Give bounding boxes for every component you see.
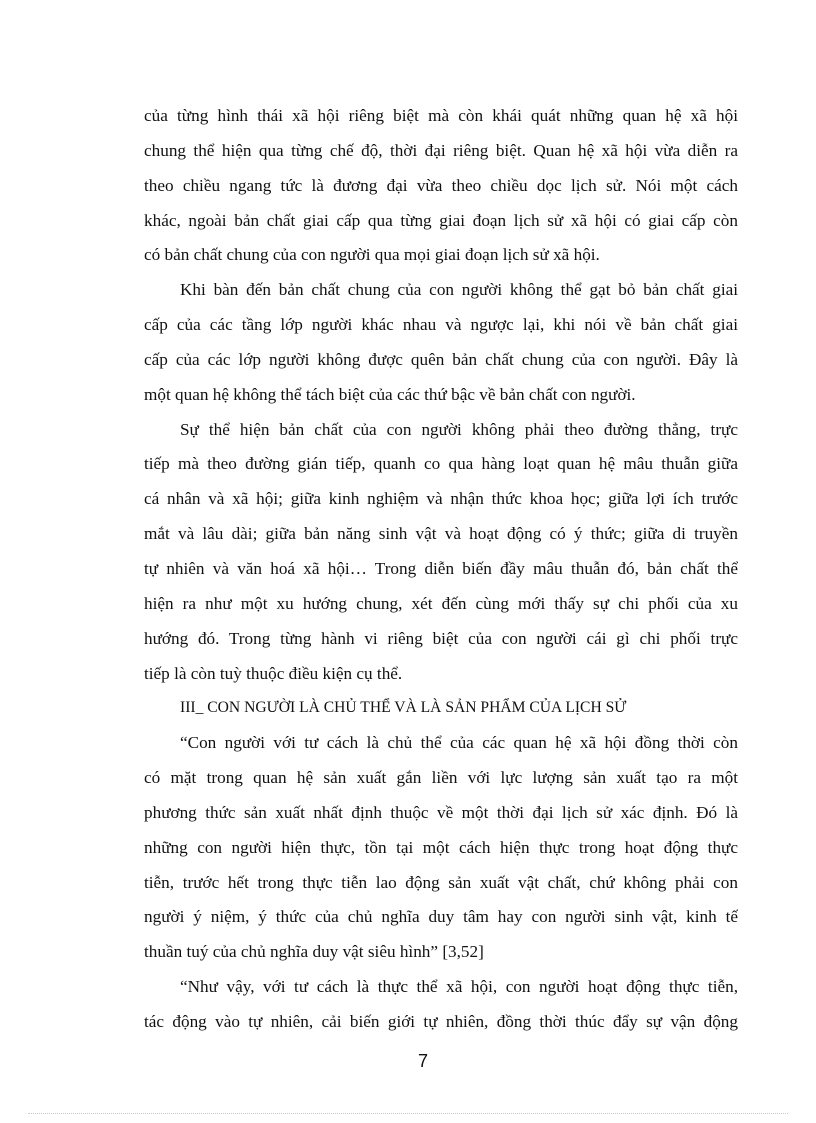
text-line: theo chiều ngang tức là đương đại vừa theo chiều dọc lịch sử. Nói một cách: [144, 175, 738, 195]
text-line: có mặt trong quan hệ sản xuất gắn liền với lực lượng sản xuất tạo ra một: [144, 768, 738, 788]
text-line: Khi bàn đến bản chất chung của con người không thể gạt bỏ bản chất giai: [180, 280, 738, 300]
text-line: mắt và lâu dài; giữa bản năng sinh vật và hoạt động có ý thức; giữa di truyền: [144, 524, 738, 544]
text-line: chung thể hiện qua từng chế độ, thời đại riêng biệt. Quan hệ xã hội vừa diễn ra: [144, 140, 738, 160]
text-line: tiễn, trước hết trong thực tiễn lao động sản xuất vật chất, chứ không phải con: [144, 872, 738, 892]
text-line: cấp của các lớp người không được quên bản chất chung của con người. Đây là: [144, 349, 738, 369]
section-heading: III_ CON NGƯỜI LÀ CHỦ THỂ VÀ LÀ SẢN PHẨM CỦA LỊCH SỬ: [180, 699, 627, 717]
text-line: tiếp mà theo đường gián tiếp, quanh co qua hàng loạt quan hệ mâu thuẫn giữa: [144, 454, 738, 474]
body-text: [144, 99, 738, 1040]
text-line: tác động vào tự nhiên, cải biến giới tự nhiên, đồng thời thúc đẩy sự vận động: [144, 1011, 738, 1031]
text-line: người ý niệm, ý thức của chủ nghĩa duy tâm hay con người sinh vật, kinh tế: [144, 907, 738, 927]
text-line: có bản chất chung của con người qua mọi giai đoạn lịch sử xã hội.: [144, 245, 600, 265]
text-line: cấp của các tầng lớp người khác nhau và ngược lại, khi nói về bản chất giai: [144, 315, 738, 335]
text-line: cá nhân và xã hội; giữa kinh nghiệm và nhận thức khoa học; giữa lợi ích trước: [144, 489, 738, 509]
text-line: những con người hiện thực, tồn tại một cách hiện thực trong hoạt động thực: [144, 837, 738, 857]
text-line: tiếp là còn tuỳ thuộc điều kiện cụ thể.: [144, 663, 403, 683]
text-line: thuần tuý của chủ nghĩa duy vật siêu hình” [3,52]: [144, 942, 484, 962]
text-line: “Con người với tư cách là chủ thể của các quan hệ xã hội đồng thời còn: [180, 733, 738, 753]
text-line: tự nhiên và văn hoá xã hội… Trong diễn biến đầy mâu thuẫn đó, bản chất thể: [144, 558, 738, 578]
text-line: hướng đó. Trong từng hành vi riêng biệt của con người cái gì chi phối trực: [144, 628, 738, 648]
text-line: “Như vậy, với tư cách là thực thể xã hội, con người hoạt động thực tiễn,: [180, 977, 738, 997]
text-line: một quan hệ không thể tách biệt của các thứ bậc về bản chất con người.: [144, 384, 636, 404]
footer-divider: [28, 1113, 788, 1114]
page-number: 7: [417, 1051, 428, 1071]
text-line: khác, ngoài bản chất giai cấp qua từng giai đoạn lịch sử xã hội có giai cấp còn: [144, 210, 738, 230]
text-line: hiện ra như một xu hướng chung, xét đến cùng mới thấy sự chi phối của xu: [144, 593, 738, 613]
text-line: phương thức sản xuất nhất định thuộc về một thời đại lịch sử xác định. Đó là: [144, 802, 738, 822]
text-line: của từng hình thái xã hội riêng biệt mà còn khái quát những quan hệ xã hội: [144, 106, 738, 125]
text-line: Sự thể hiện bản chất của con người không phải theo đường thẳng, trực: [180, 419, 738, 439]
